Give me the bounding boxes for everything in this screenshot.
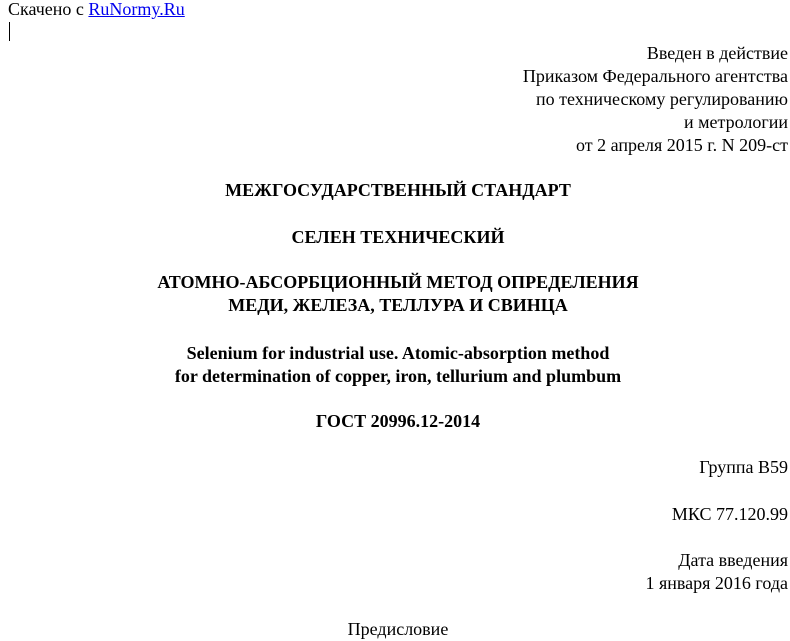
enactment-line: и метрологии	[684, 112, 788, 132]
english-title-line: for determination of copper, iron, tellurium and plumbum	[174, 366, 622, 386]
group-label: Группа В59	[699, 457, 788, 477]
text-cursor	[9, 22, 10, 41]
enactment-line: Приказом Федерального агентства	[522, 66, 788, 86]
introduction-date-value: 1 января 2016 года	[645, 573, 788, 593]
downloaded-prefix: Скачено с	[8, 0, 84, 19]
method-heading	[0, 271, 790, 317]
subject-heading: СЕЛЕН ТЕХНИЧЕСКИЙ	[291, 227, 505, 247]
method-heading-line: МЕДИ, ЖЕЛЕЗА, ТЕЛЛУРА И СВИНЦА	[228, 295, 568, 315]
enactment-line: по техническому регулированию	[535, 89, 788, 109]
enactment-line: Введен в действие	[646, 43, 788, 63]
runormy-link[interactable]: RuNormy.Ru	[88, 0, 185, 19]
mks-code: МКС 77.120.99	[671, 504, 788, 524]
foreword-heading: Предисловие	[347, 619, 449, 639]
english-title	[0, 342, 790, 388]
introduction-date	[645, 549, 788, 595]
download-source-line	[8, 0, 185, 20]
standard-code: ГОСТ 20996.12-2014	[315, 411, 481, 431]
method-heading-line: АТОМНО-АБСОРБЦИОННЫЙ МЕТОД ОПРЕДЕЛЕНИЯ	[157, 272, 639, 292]
enactment-line: от 2 апреля 2015 г. N 209-ст	[576, 135, 788, 155]
enactment-block	[523, 42, 788, 157]
english-title-line: Selenium for industrial use. Atomic-absorption method	[186, 343, 610, 363]
introduction-date-label: Дата введения	[678, 550, 788, 570]
standard-type-heading: МЕЖГОСУДАРСТВЕННЫЙ СТАНДАРТ	[225, 180, 571, 200]
